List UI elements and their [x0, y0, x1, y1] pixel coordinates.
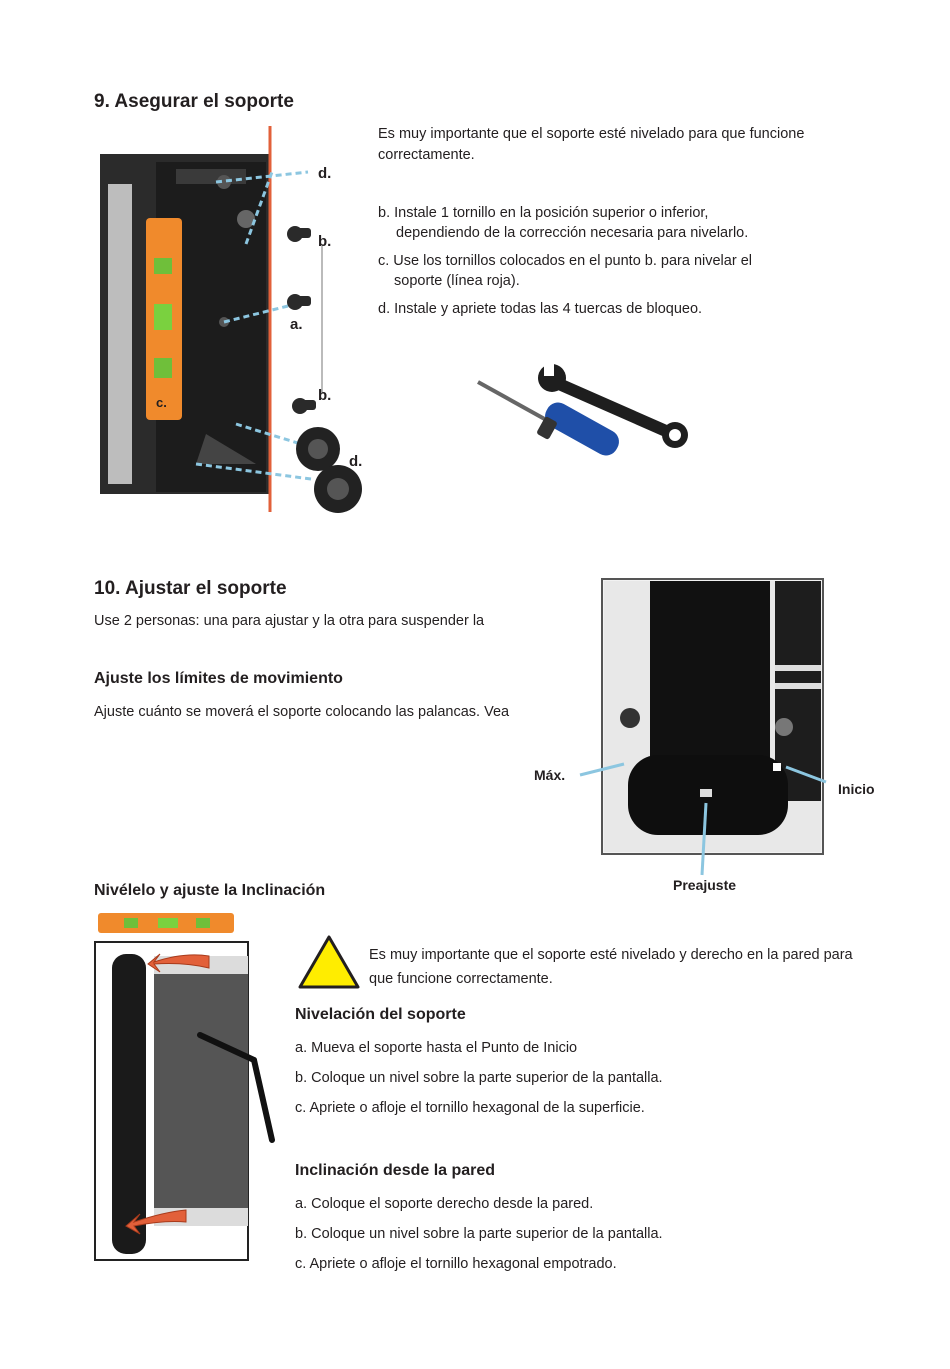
tilt-step-c: c. Apriete o afloje el tornillo hexagonal empotrado.	[295, 1256, 617, 1272]
leveling-steps	[295, 1038, 855, 1118]
tilt-step-a: a. Coloque el soporte derecho desde la pared.	[295, 1196, 594, 1212]
label-a: a.	[290, 316, 303, 333]
label-b-bottom: b.	[318, 387, 332, 404]
screw-icon	[287, 294, 311, 310]
warning-icon	[297, 934, 361, 990]
tilt-step-b: b. Coloque un nivel sobre la parte superior de la pantalla.	[295, 1226, 663, 1242]
label-preset: Preajuste	[673, 877, 737, 893]
pole	[112, 954, 146, 1254]
limits-text: Ajuste cuánto se moverá el soporte colocando las palancas. Vea	[94, 704, 510, 720]
screw-icon	[292, 398, 316, 414]
leveling-step-b: b. Coloque un nivel sobre la parte superior de la pantalla.	[295, 1070, 663, 1086]
tilt-steps	[295, 1194, 855, 1274]
label-max: Máx.	[534, 767, 566, 783]
step-c: c. Use los tornillos colocados en el punto b. para nivelar el soporte (línea roja).	[378, 253, 752, 289]
pole-stops-figure	[530, 575, 890, 905]
warning-text: Es muy importante que el soporte esté nivelado y derecho en la pared para que funcione correctamente.	[369, 947, 853, 987]
step-b: b. Instale 1 tornillo en la posición superior o inferior, dependiendo de la corrección necesaria para nivelarlo.	[378, 205, 749, 241]
label-c: c.	[156, 395, 167, 410]
lock-nut-icon	[314, 465, 362, 513]
section-10-intro: Use 2 personas: una para ajustar y la otra para suspender la	[94, 613, 485, 629]
lock-nut-icon	[296, 427, 340, 471]
leveling-step-c: c. Apriete o afloje el tornillo hexagonal de la superficie.	[295, 1100, 645, 1116]
bracket-hole	[237, 210, 255, 228]
limits-heading: Ajuste los límites de movimiento	[94, 670, 343, 687]
level-tilt-heading: Nivélelo y ajuste la Inclinación	[94, 882, 326, 899]
section-10-title: 10. Ajustar el soporte	[94, 578, 287, 599]
pole-tilt-figure	[94, 940, 284, 1262]
label-d-top: d.	[318, 165, 332, 182]
step-d: d. Instale y apriete todas las 4 tuercas de bloqueo.	[378, 301, 703, 317]
section-9-intro: Es muy importante que el soporte esté nivelado para que funcione correctamente.	[378, 126, 805, 163]
tilt-heading: Inclinación desde la pared	[295, 1162, 496, 1179]
bracket-level-figure	[96, 124, 376, 514]
screwdriver-icon	[478, 382, 623, 460]
tools-figure	[470, 360, 700, 470]
screw-icon	[287, 226, 311, 242]
section-9-title: 9. Asegurar el soporte	[94, 91, 294, 112]
leveling-heading: Nivelación del soporte	[295, 1006, 466, 1023]
spirit-level-icon	[96, 910, 236, 936]
section-9-steps	[378, 203, 848, 319]
label-d-bottom: d.	[349, 453, 363, 470]
label-b-top: b.	[318, 233, 332, 250]
label-start: Inicio	[838, 781, 875, 797]
wall-panel	[108, 184, 132, 484]
leveling-step-a: a. Mueva el soporte hasta el Punto de Inicio	[295, 1040, 578, 1056]
screen	[154, 956, 248, 1226]
